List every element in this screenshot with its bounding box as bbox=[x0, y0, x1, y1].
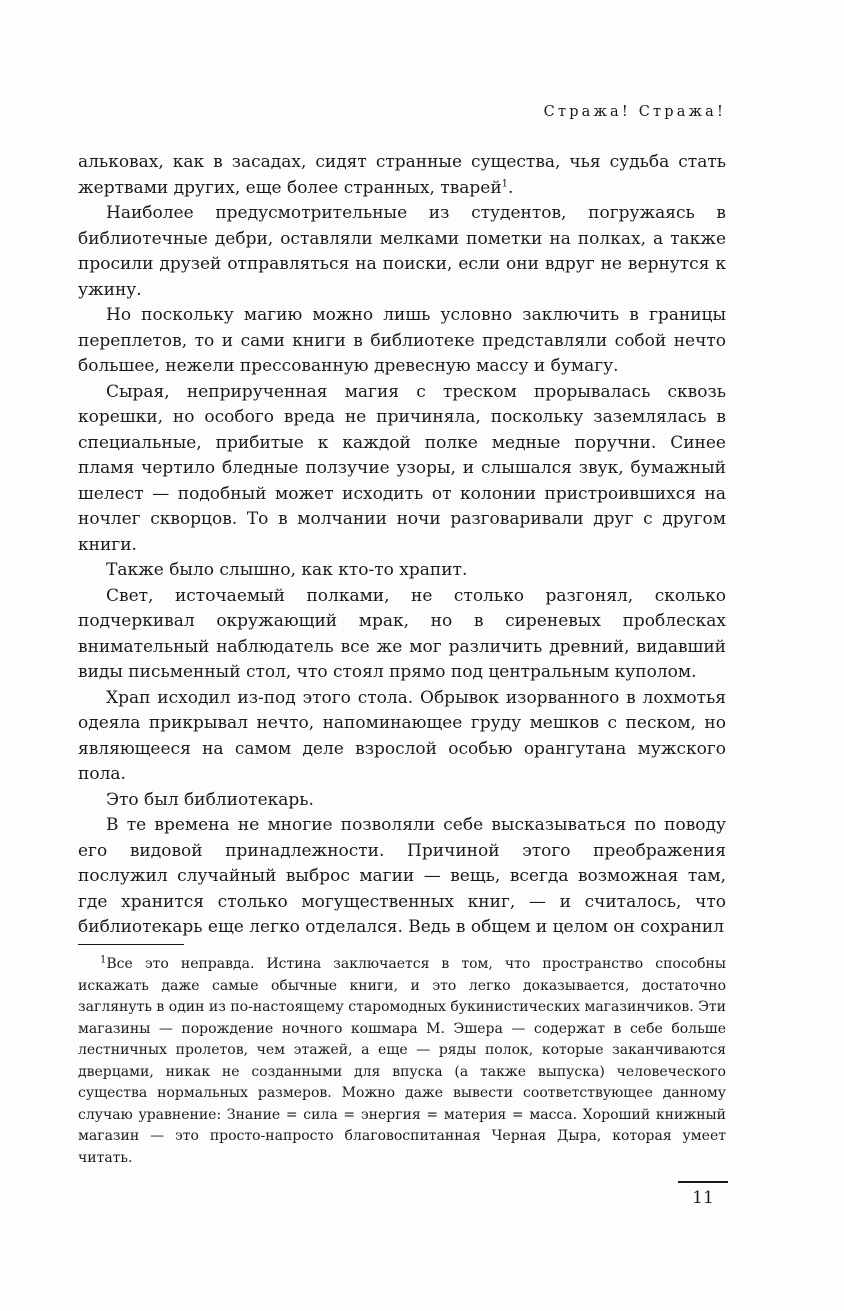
running-head: Стража! Стража! bbox=[543, 104, 726, 120]
paragraph: Сырая, неприрученная магия с треском прорывалась сквозь корешки, но особого вреда не причиняла, поскольку заземлялась в специальные, прибитые к каждой полке медные поручни. Синее пламя чертило бледные ползучие узоры, и слышался звук, бумажный шелест — подобный может исходить от колонии пристроившихся на ночлег скворцов. То в молчании ночи разговаривали друг с другом книги. bbox=[78, 381, 726, 555]
footnote bbox=[78, 954, 726, 1169]
page-number: 11 bbox=[692, 1188, 714, 1208]
footnote-reference[interactable]: 1 bbox=[501, 177, 509, 189]
paragraph-punctuation: . bbox=[508, 177, 514, 198]
footnote-marker: 1 bbox=[100, 954, 107, 966]
paragraph-text: альковах, как в засадах, сидят странные существа, чья судьба стать жертвами других, еще более странных, тварей bbox=[78, 152, 726, 198]
paragraph: Но поскольку магию можно лишь условно заключить в границы переплетов, то и сами книги в библиотеке представляли собой нечто большее, нежели прессованную древесную массу и бумагу. bbox=[78, 305, 726, 376]
paragraph-continued bbox=[78, 150, 726, 201]
paragraph: Наиболее предусмотрительные из студентов, погружаясь в библиотечные дебри, оставляли мелками пометки на полках, а также просили друзей отправляться на поиски, если они вдруг не вернутся к ужину. bbox=[78, 203, 726, 300]
paragraph: В те времена не многие позволяли себе высказываться по поводу его видовой принадлежности. Причиной этого преображения послужил случайный выброс магии — вещь, всегда возможная там, где хранится столько могущественных книг, — и считалось, что библиотекарь еще легко отделался. Ведь в общем и целом он сохранил bbox=[78, 815, 726, 937]
paragraph: Свет, источаемый полками, не столько разгонял, сколько подчеркивал окружающий мрак, но в сиреневых проблесках внимательный наблюдатель все же мог различить древний, видавший виды письменный стол, что стоял прямо под центральным куполом. bbox=[78, 585, 726, 682]
footnote-text: Все это неправда. Истина заключается в том, что пространство способны искажать даже самые обычные книги, и это легко доказывается, достаточно заглянуть в один из по-настоящему старомодных букинистических магазинчиков. Эти магазины — порождение ночного кошмара М. Эшера — содержат в себе больше лестничных пролетов, чем этажей, а еще — ряды полок, которые заканчиваются дверцами, никак не созданными для впуска (а также выпуска) человеческого существа нормальных размеров. Можно даже вывести соответствующее данному случаю уравнение: Знание = сила = энергия = материя = масса. Хороший книжный магазин — это просто-напросто благовоспитанная Черная Дыра, которая умеет читать. bbox=[78, 956, 726, 1166]
page-number-rule bbox=[678, 1181, 728, 1183]
body-text bbox=[78, 150, 726, 941]
paragraph: Также было слышно, как кто-то храпит. bbox=[106, 560, 468, 580]
paragraph: Храп исходил из-под этого стола. Обрывок изорванного в лохмотья одеяла прикрывал нечто, напоминающее груду мешков с песком, но являющееся на самом деле взрослой особью орангутана мужского пола. bbox=[78, 687, 726, 784]
paragraph: Это был библиотекарь. bbox=[106, 789, 314, 810]
footnote-separator bbox=[78, 944, 184, 945]
